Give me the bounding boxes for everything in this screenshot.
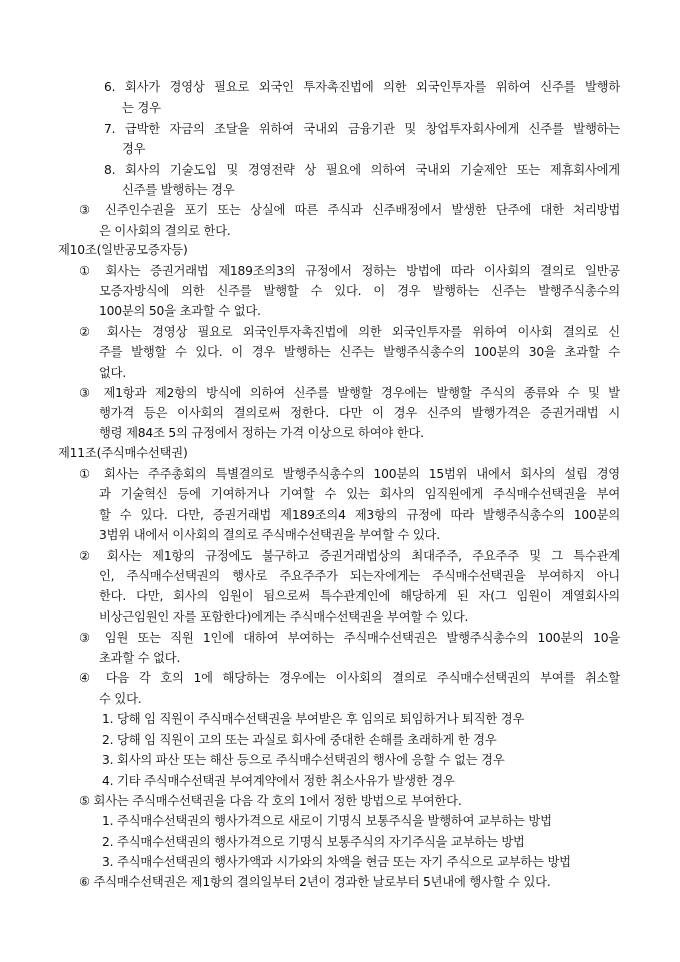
text-line: ③ 신주인수권을 포기 또는 상실에 따른 주식과 신주배정에서 발생한 단주에 대한 처리방법: [79, 203, 620, 217]
text-line: 행가격 등은 이사회의 결의로써 정한다. 다만 이 경우 신주의 발행가격은 증권거래법 시: [99, 406, 620, 420]
text-line: 수 있다.: [99, 692, 142, 706]
text-line: ⑥ 주식매수선택권은 제1항의 결의일부터 2년이 경과한 날로부터 5년내에 행사할 수 있다.: [79, 875, 551, 889]
article-heading: 제11조(주식매수선택권): [58, 446, 188, 460]
text-line: 초과할 수 없다.: [99, 651, 181, 665]
text-line: 인, 주식매수선택권의 행사로 주요주주가 되는자에게는 주식매수선택권을 부여하지 아니: [99, 569, 620, 583]
text-line: 과 기술혁신 등에 기여하거나 기여할 수 있는 회사의 임직원에게 주식매수선택권을 부여: [99, 487, 620, 501]
text-line: ② 회사는 경영상 필요로 외국인투자촉진법에 의한 외국인투자를 위하여 이사회 결의로 신: [79, 325, 620, 339]
text-line: 2. 당해 임 직원이 고의 또는 과실로 회사에 중대한 손해를 초래하게 한 경우: [102, 733, 497, 747]
text-line: 경우: [122, 142, 146, 156]
text-line: 행령 제84조 5의 규정에서 정하는 가격 이상으로 하여야 한다.: [99, 426, 424, 440]
text-line: 비상근임원인 자를 포함한다)에게는 주식매수선택권을 부여할 수 있다.: [99, 610, 469, 624]
text-line: 주를 발행할 수 있다. 이 경우 발행하는 신주는 발행주식총수의 100분의 30을 초과할 수: [99, 345, 620, 359]
text-line: 3. 주식매수선택권의 행사가액과 시가와의 차액을 현금 또는 자기 주식으로 교부하는 방법: [102, 855, 571, 869]
text-line: 3범위 내에서 이사회의 결의로 주식매수선택권을 부여할 수 있다.: [99, 528, 440, 542]
article-heading: 제10조(일반공모증자등): [58, 243, 188, 257]
text-line: ④ 다음 각 호의 1에 해당하는 경우에는 이사회의 결의로 주식매수선택권의 부여를 취소할: [79, 671, 620, 685]
text-line: 1. 주식매수선택권의 행사가격으로 새로이 기명식 보통주식을 발행하여 교부하는 방법: [102, 814, 552, 828]
text-line: 은 이사회의 결의로 한다.: [99, 224, 231, 238]
text-line: ② 회사는 제1항의 규정에도 불구하고 증권거래법상의 최대주주, 주요주주 및 그 특수관계: [79, 549, 620, 563]
text-line: 1. 당해 임 직원이 주식매수선택권을 부여받은 후 임의로 퇴임하거나 퇴직한 경우: [102, 712, 525, 726]
text-line: ① 회사는 주주총회의 특별결의로 발행주식총수의 100분의 15범위 내에서 회사의 설립 경영: [79, 467, 620, 481]
text-line: 7. 급박한 자금의 조달을 위하여 국내외 금융기관 및 창업투자회사에게 신주를 발행하는: [104, 122, 620, 136]
text-line: 한다. 다만, 회사의 임원이 됨으로써 특수관계인에 해당하게 된 자(그 임원이 계열회사의: [99, 589, 620, 603]
text-line: 는 경우: [122, 101, 161, 115]
text-line: 할 수 있다. 다만, 증권거래법 제189조의4 제3항의 규정에 따라 발행주식총수의 100분의: [99, 508, 620, 522]
text-line: 6. 회사가 경영상 필요로 외국인 투자촉진법에 의한 외국인투자를 위하여 신주를 발행하: [104, 80, 620, 94]
text-line: 모증자방식에 의한 신주를 발행할 수 있다. 이 경우 발행하는 신주는 발행주식총수의: [99, 284, 620, 298]
text-line: ① 회사는 증권거래법 제189조의3의 규정에서 정하는 방법에 따라 이사회의 결의로 일반공: [79, 264, 620, 278]
text-line: 3. 회사의 파산 또는 해산 등으로 주식매수선택권의 행사에 응할 수 없는 경우: [102, 753, 505, 767]
text-line: 2. 주식매수선택권의 행사가격으로 기명식 보통주식의 자기주식을 교부하는 방법: [102, 835, 525, 849]
text-line: ③ 제1항과 제2항의 방식에 의하여 신주를 발행할 경우에는 발행할 주식의 종류와 수 및 발: [79, 386, 620, 400]
text-line: ③ 임원 또는 직원 1인에 대하여 부여하는 주식매수선택권은 발행주식총수의 100분의 10을: [79, 631, 620, 645]
text-line: 100분의 50을 초과할 수 없다.: [99, 304, 261, 318]
text-line: 8. 회사의 기술도입 및 경영전략 상 필요에 의하여 국내외 기술제안 또는 제휴회사에게: [104, 163, 620, 177]
text-line: 4. 기타 주식매수선택권 부여계약에서 정한 취소사유가 발생한 경우: [102, 774, 455, 788]
text-line: 없다.: [99, 366, 127, 380]
text-line: ⑤ 회사는 주식매수선택권을 다음 각 호의 1에서 정한 방법으로 부여한다.: [79, 794, 462, 808]
text-line: 신주를 발행하는 경우: [122, 183, 235, 197]
